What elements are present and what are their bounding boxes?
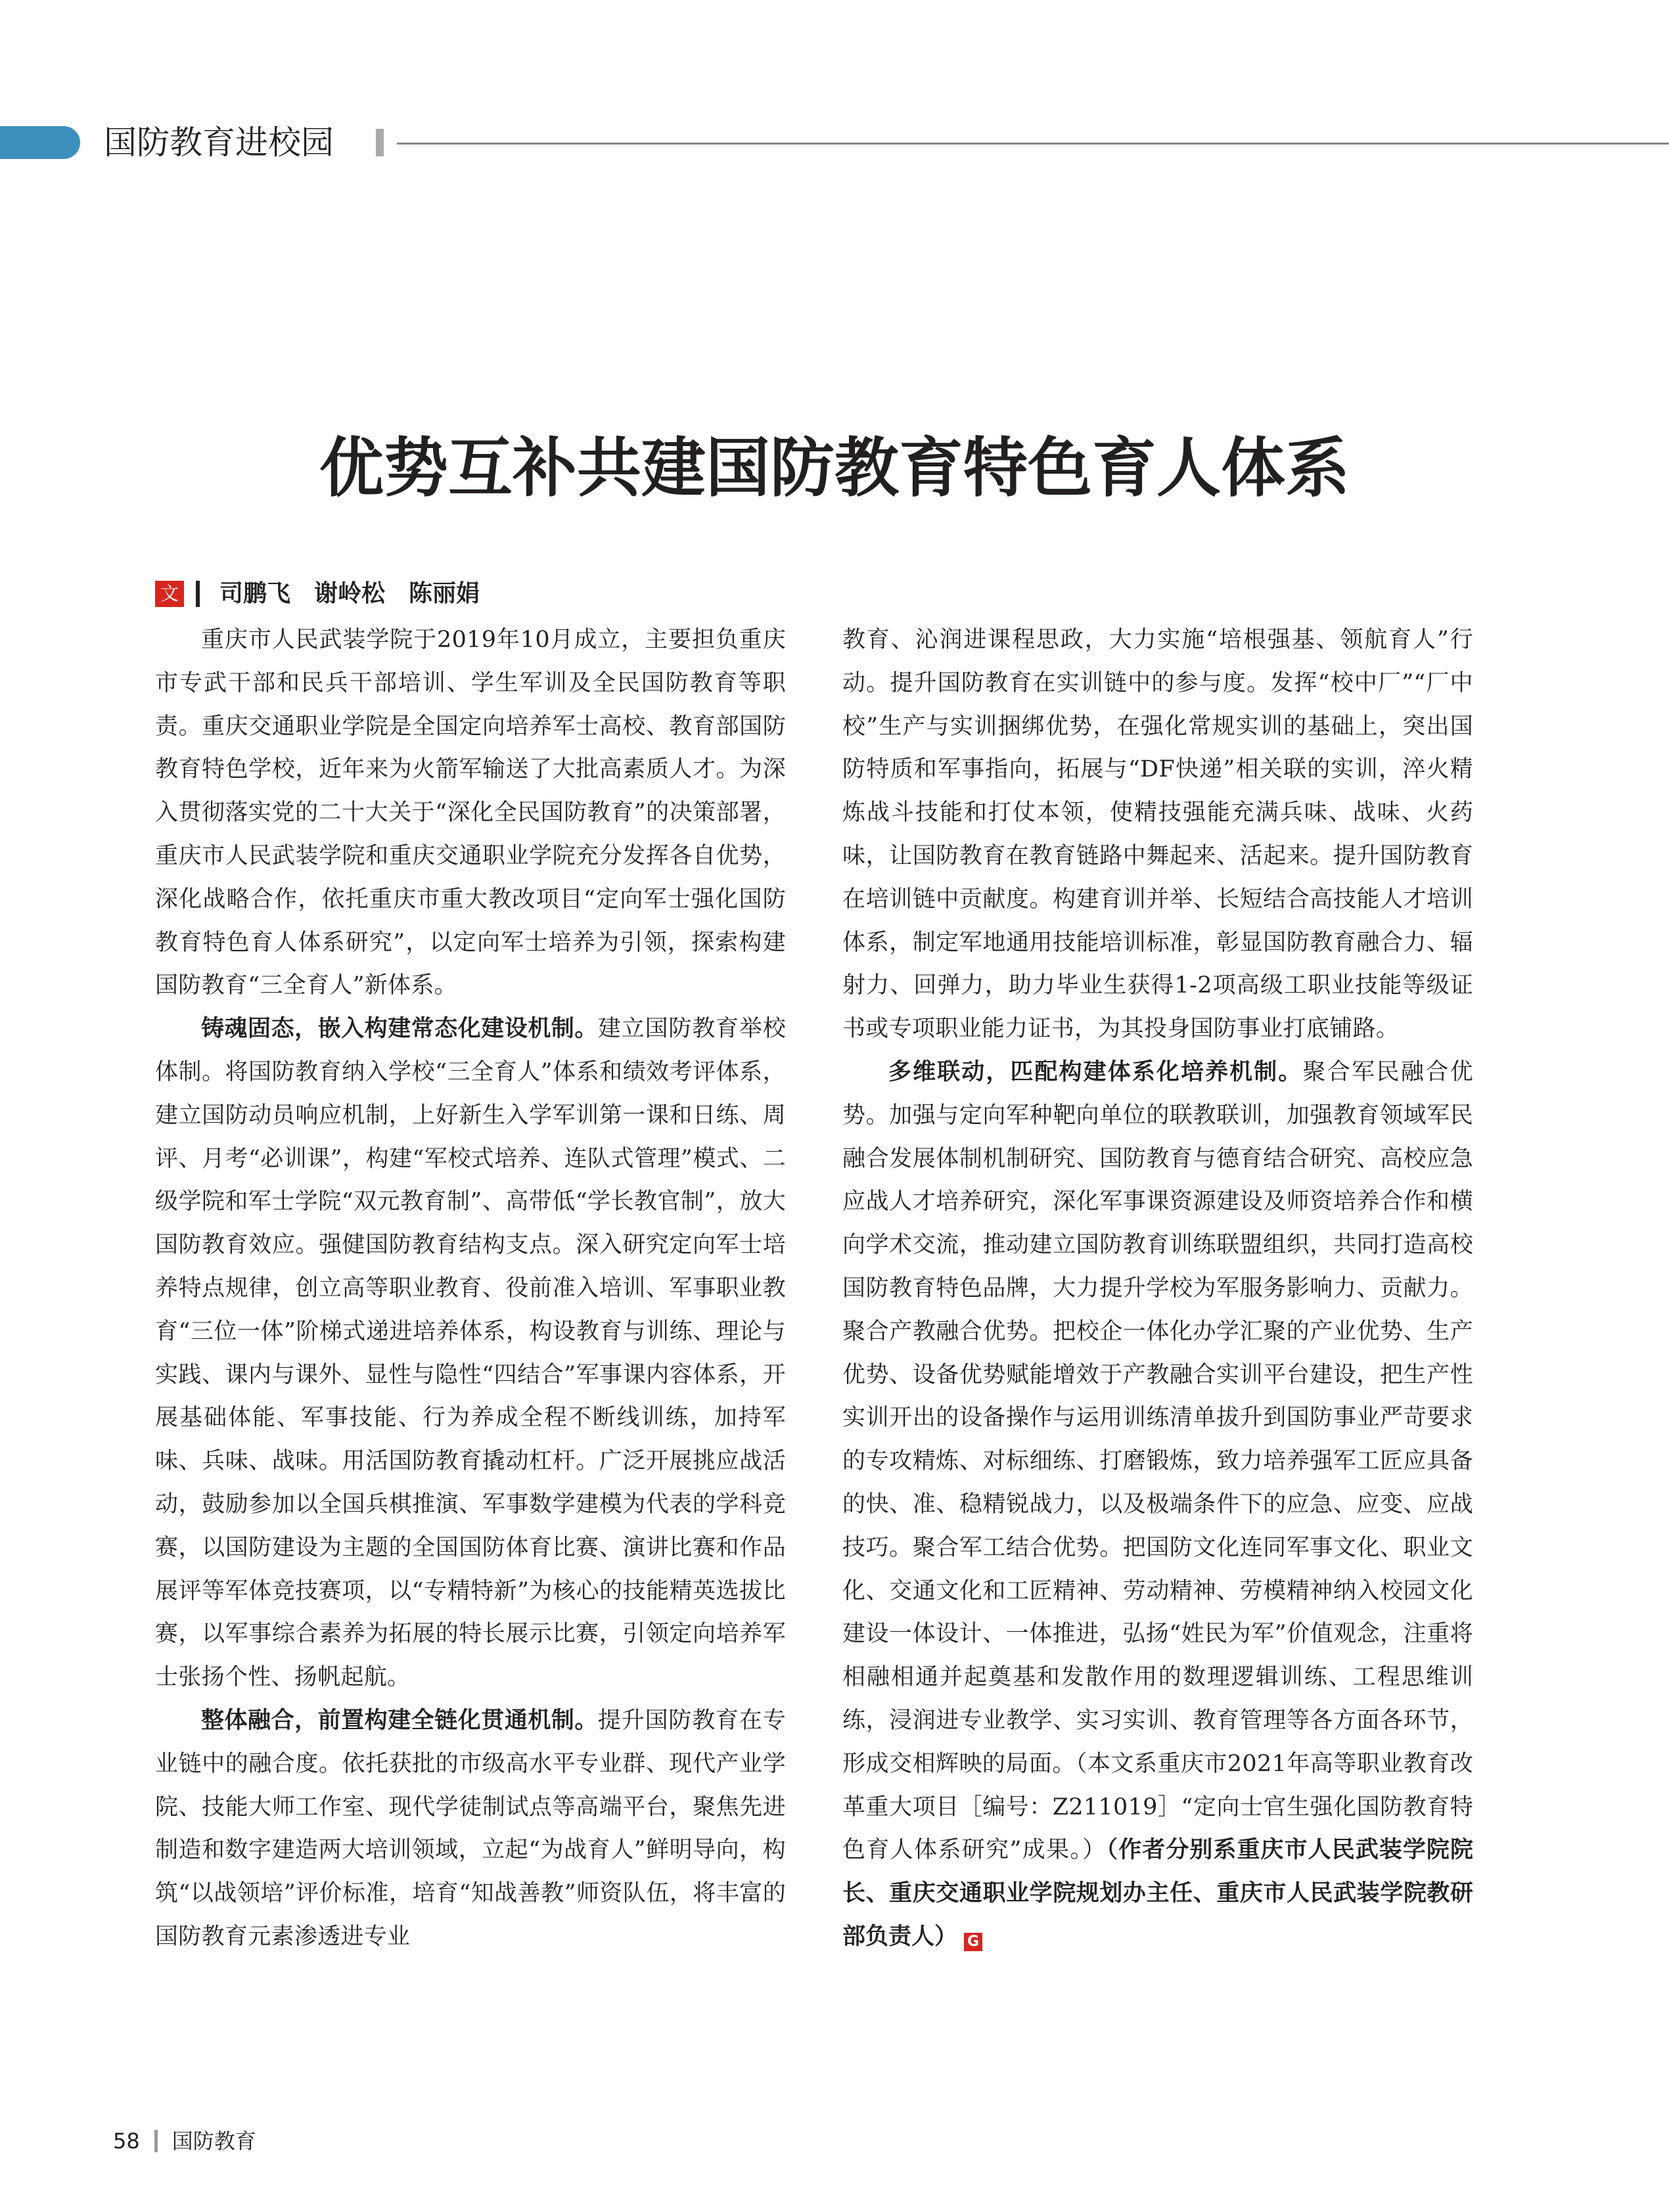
author-affiliation-note: （作者分别系重庆市人民武装学院院长、重庆交通职业学院规划办主任、重庆市人民武装学院教研部负责人） [842,1837,1473,1950]
body-paragraph [842,1051,1473,1959]
author-names: 司鹏飞 谢岭松 陈丽娟 [219,580,480,607]
journal-name: 国防教育 [171,2129,256,2154]
end-mark-icon: G [964,1933,982,1951]
page-footer [113,2125,256,2157]
paragraph-lead: 铸魂固态，嵌入构建常态化建设机制。 [201,1016,598,1043]
paragraph-body: 提升国防教育在专业链中的融合度。依托获批的市级高水平专业群、现代产业学院、技能大师工作室、现代学徒制试点等高端平台，聚焦先进制造和数字建造两大培训领域，立起“为战育人”鲜明导向，构筑“以战领培”评价标准，培育“知战善教”师资队伍，将丰富的国防教育元素渗透进专业 [155,1707,786,1950]
body-paragraph [155,1008,786,1700]
paragraph-lead: 整体融合，前置构建全链化贯通机制。 [201,1707,598,1734]
paragraph-lead: 多维联动，匹配构建体系化培养机制。 [888,1058,1303,1085]
author-badge: 文 [155,581,184,607]
continued-paragraph: 教育、沁润进课程思政，大力实施“培根强基、领航育人”行动。提升国防教育在实训链中的参与度。发挥“校中厂”“厂中校”生产与实训捆绑优势，在强化常规实训的基础上，突出国防特质和军事指向，拓展与“DF快递”相关联的实训，淬火精炼战斗技能和打仗本领，使精技强能充满兵味、战味、火药味，让国防教育在教育链路中舞起来、活起来。提升国防教育在培训链中贡献度。构建育训并举、长短结合高技能人才培训体系，制定军地通用技能培训标准，彰显国防教育融合力、辐射力、回弹力，助力毕业生获得1-2项高级工职业技能等级证书或专项职业能力证书，为其投身国防事业打底铺路。 [842,627,1473,1043]
footer-divider [154,2130,158,2152]
article-title: 优势互补共建国防教育特色育人体系 [319,430,1350,506]
page-number: 58 [113,2129,140,2154]
intro-paragraph: 重庆市人民武装学院于2019年10月成立，主要担负重庆市专武干部和民兵干部培训、学生军训及全民国防教育等职责。重庆交通职业学院是全国定向培养军士高校、教育部国防教育特色学校，近年来为火箭军输送了大批高素质人才。为深入贯彻落实党的二十大关于“深化全民国防教育”的决策部署，重庆市人民武装学院和重庆交通职业学院充分发挥各自优势，深化战略合作，依托重庆市重大教改项目“定向军士强化国防教育特色育人体系研究”，以定向军士培养为引领，探索构建国防教育“三全育人”新体系。 [155,627,786,999]
header-rule [397,143,1669,145]
right-column [842,619,1473,1959]
paragraph-body: 建立国防教育举校体制。将国防教育纳入学校“三全育人”体系和绩效考评体系，建立国防动员响应机制，上好新生入学军训第一课和日练、周评、月考“必训课”，构建“军校式培养、连队式管理”模式、二级学院和军士学院“双元教育制”、高带低“学长教官制”，放大国防教育效应。强健国防教育结构支点。深入研究定向军士培养特点规律，创立高等职业教育、役前准入培训、军事职业教育“三位一体”阶梯式递进培养体系，构设教育与训练、理论与实践、课内与课外、显性与隐性“四结合”军事课内容体系，开展基础体能、军事技能、行为养成全程不断线训练，加持军味、兵味、战味。用活国防教育撬动杠杆。广泛开展挑应战活动，鼓励参加以全国兵棋推演、军事数学建模为代表的学科竞赛，以国防建设为主题的全国国防体育比赛、演讲比赛和作品展评等军体竞技赛项，以“专精特新”为核心的技能精英选拔比赛，以军事综合素养为拓展的特长展示比赛，引领定向培养军士张扬个性、扬帆起航。 [155,1016,786,1691]
paragraph-body: 聚合军民融合优势。加强与定向军种靶向单位的联教联训，加强教育领域军民融合发展体制机制研究、国防教育与德育结合研究、高校应急应战人才培养研究，深化军事课资源建设及师资培养合作和横向学术交流，推动建立国防教育训练联盟组织，共同打造高校国防教育特色品牌，大力提升学校为军服务影响力、贡献力。聚合产教融合优势。把校企一体化办学汇聚的产业优势、生产优势、设备优势赋能增效于产教融合实训平台建设，把生产性实训开出的设备操作与运用训练清单拔升到国防事业严苛要求的专攻精炼、对标细练、打磨锻炼，致力培养强军工匠应具备的快、准、稳精锐战力，以及极端条件下的应急、应变、应战技巧。聚合军工结合优势。把国防文化连同军事文化、职业文化、交通文化和工匠精神、劳动精神、劳模精神纳入校园文化建设一体设计、一体推进，弘扬“姓民为军”价值观念，注重将相融相通并起奠基和发散作用的数理逻辑训练、工程思维训练，浸润进专业教学、实习实训、教育管理等各方面各环节，形成交相辉映的局面。（本文系重庆市2021年高等职业教育改革重大项目［编号：Z211019］“定向士官生强化国防教育特色育人体系研究”成果。） [842,1058,1473,1864]
author-divider [196,581,200,607]
section-header: 国防教育进校园 [104,124,334,162]
left-column [155,619,786,1959]
body-paragraph [155,1700,786,1959]
section-header-divider [376,129,384,156]
section-color-bar [0,126,80,159]
